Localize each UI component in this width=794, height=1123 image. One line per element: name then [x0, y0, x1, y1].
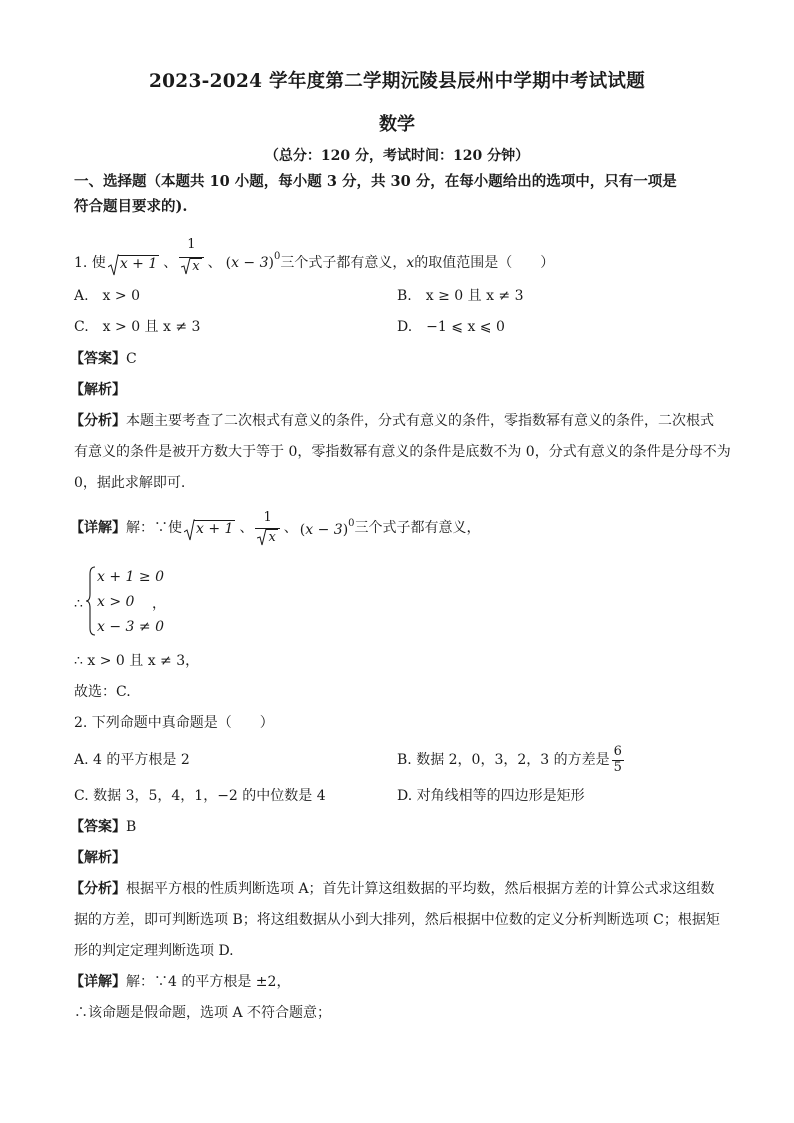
q1-sys-line1: x + 1 ≥ 0 [97, 569, 164, 585]
q1-conclusion: ∴ x > 0 且 x ≠ 3， [74, 653, 200, 669]
q1-detail-fraction-denominator [255, 528, 279, 545]
section-heading-line1: 一、选择题（本题共 10 小题，每小题 3 分，共 30 分，在每小题给出的选项中，只有一项是 [74, 173, 677, 190]
q1-option-b: B. x ≥ 0 且 x ≠ 3 [397, 288, 524, 304]
q1-detail-sqrt-radicand: x + 1 [196, 521, 234, 537]
q1-sys-comma: ， [152, 596, 166, 612]
q2-analysis-tag: 【解析】 [70, 850, 126, 866]
q1-stem-tail2: 的取值范围是（ ） [414, 255, 555, 271]
q1-fraction-sqrt [181, 258, 201, 274]
q1-detail-sqrt-expr [184, 520, 235, 536]
q2-option-b-numerator: 6 [613, 744, 622, 760]
q1-answer-tag: 【答案】 [70, 351, 126, 367]
q1-separator-1: 、 [163, 255, 178, 271]
radical-sign-icon [257, 528, 267, 546]
q1-sys-line3: x − 3 ≠ 0 [97, 619, 164, 635]
q2-fenxi-text1: 根据平方根的性质判断选项 A；首先计算这组数据的平均数，然后根据方差的计算公式求这组数 [126, 881, 715, 897]
q2-option-c: C. 数据 3，5，4，1，−2 的中位数是 4 [74, 788, 326, 804]
q2-option-d: D. 对角线相等的四边形是矩形 [397, 788, 585, 804]
q1-fenxi-line3: 0，据此求解即可. [74, 475, 186, 491]
q1-detail-power-base: x − 3 [305, 522, 343, 538]
q1-option-d: D. −1 ⩽ x ⩽ 0 [397, 319, 505, 335]
q2-detail-text1: 解：∵4 的平方根是 ±2， [126, 974, 291, 990]
subject-heading: 数学 [379, 114, 415, 135]
q1-variable: x [406, 255, 415, 271]
q2-option-b-denominator: 5 [613, 759, 622, 775]
q1-power-base: x − 3 [231, 255, 269, 271]
q1-power-exponent: 0 [273, 251, 281, 262]
q1-fenxi-text1: 本题主要考查了二次根式有意义的条件，分式有意义的条件，零指数幂有意义的条件，二次根式 [126, 413, 714, 429]
q2-stem: 2. 下列命题中真命题是（ ） [74, 715, 274, 731]
q1-fraction-denominator [179, 257, 203, 274]
q2-fenxi-line3: 形的判定定理判断选项 D. [74, 943, 234, 959]
score-time-note: （总分：120 分，考试时间：120 分钟） [264, 148, 530, 164]
section-heading-line2: 符合题目要求的). [74, 198, 188, 215]
q1-detail-line [70, 507, 481, 549]
q2-answer-tag: 【答案】 [70, 819, 126, 835]
q1-answer-value: C [126, 351, 137, 367]
q1-sys-therefore: ∴ [74, 596, 83, 612]
q1-fraction-sqrt-radicand: x [192, 258, 200, 274]
q1-detail-power-expr: $(x - 3)^0$ [299, 518, 355, 538]
radical-sign-icon [181, 257, 191, 275]
q2-option-a: A. 4 的平方根是 2 [74, 752, 190, 768]
left-brace-icon [86, 566, 96, 636]
q1-fenxi-line1 [70, 414, 714, 428]
q2-answer [70, 820, 136, 834]
q1-detail-prefix: 解：∵使 [126, 520, 182, 536]
q1-stem [74, 228, 554, 272]
q2-option-b [397, 742, 624, 778]
q2-detail-line2: ∴该命题是假命题，选项 A 不符合题意； [74, 1005, 332, 1021]
q1-detail-separator-1: 、 [239, 520, 254, 536]
q1-fenxi-tag: 【分析】 [70, 413, 126, 429]
q1-sqrt-radicand: x + 1 [119, 256, 158, 272]
q1-detail-separator-2: 、 [283, 520, 298, 536]
q2-fenxi-tag: 【分析】 [70, 881, 126, 897]
q1-power-expr: $(x - 3)^0$ [225, 251, 281, 271]
q1-detail-fraction-sqrt [257, 529, 277, 545]
q1-detail-fraction-sqrt-radicand: x [268, 530, 276, 545]
q1-fraction [179, 238, 203, 274]
q1-sqrt-expr [108, 255, 159, 271]
q1-answer [70, 352, 137, 366]
q2-detail-tag: 【详解】 [70, 974, 126, 990]
q1-sys-line2: x > 0 [97, 594, 135, 610]
q1-detail-tail: 三个式子都有意义， [354, 520, 481, 536]
q1-detail-power-exponent: 0 [348, 518, 355, 529]
q1-stem-tail: 三个式子都有意义， [280, 255, 407, 271]
q1-choose: 故选：C. [74, 684, 131, 700]
q1-analysis-tag: 【解析】 [70, 382, 126, 398]
q2-detail-line1 [70, 975, 290, 989]
q2-fenxi-line1 [70, 882, 715, 896]
q2-fenxi-line2: 据的方差，即可判断选项 B；将这组数据从小到大排列，然后根据中位数的定义分析判断选项 C；根据矩 [74, 912, 720, 928]
radical-sign-icon [184, 519, 195, 541]
q2-answer-value: B [126, 819, 137, 835]
q1-number: 1. 使 [74, 255, 106, 271]
q1-option-c: C. x > 0 且 x ≠ 3 [74, 319, 201, 335]
exam-title: 2023-2024 学年度第二学期沅陵县辰州中学期中考试试题 [148, 71, 646, 92]
q1-option-a: A. x > 0 [74, 288, 140, 304]
q1-separator-2: 、 [207, 255, 222, 271]
radical-sign-icon [108, 254, 119, 276]
q1-detail-tag: 【详解】 [70, 520, 126, 536]
q1-fenxi-line2: 有意义的条件是被开方数大于等于 0，零指数幂有意义的条件是底数不为 0，分式有意义的条件是分母不为 [74, 444, 731, 460]
q1-detail-fraction [255, 511, 279, 546]
q1-fraction-numerator: 1 [187, 237, 196, 253]
q2-option-b-fraction [612, 745, 624, 775]
q1-detail-fraction-numerator: 1 [263, 509, 272, 525]
q2-option-b-text: B. 数据 2，0，3，2，3 的方差是 [397, 752, 610, 768]
